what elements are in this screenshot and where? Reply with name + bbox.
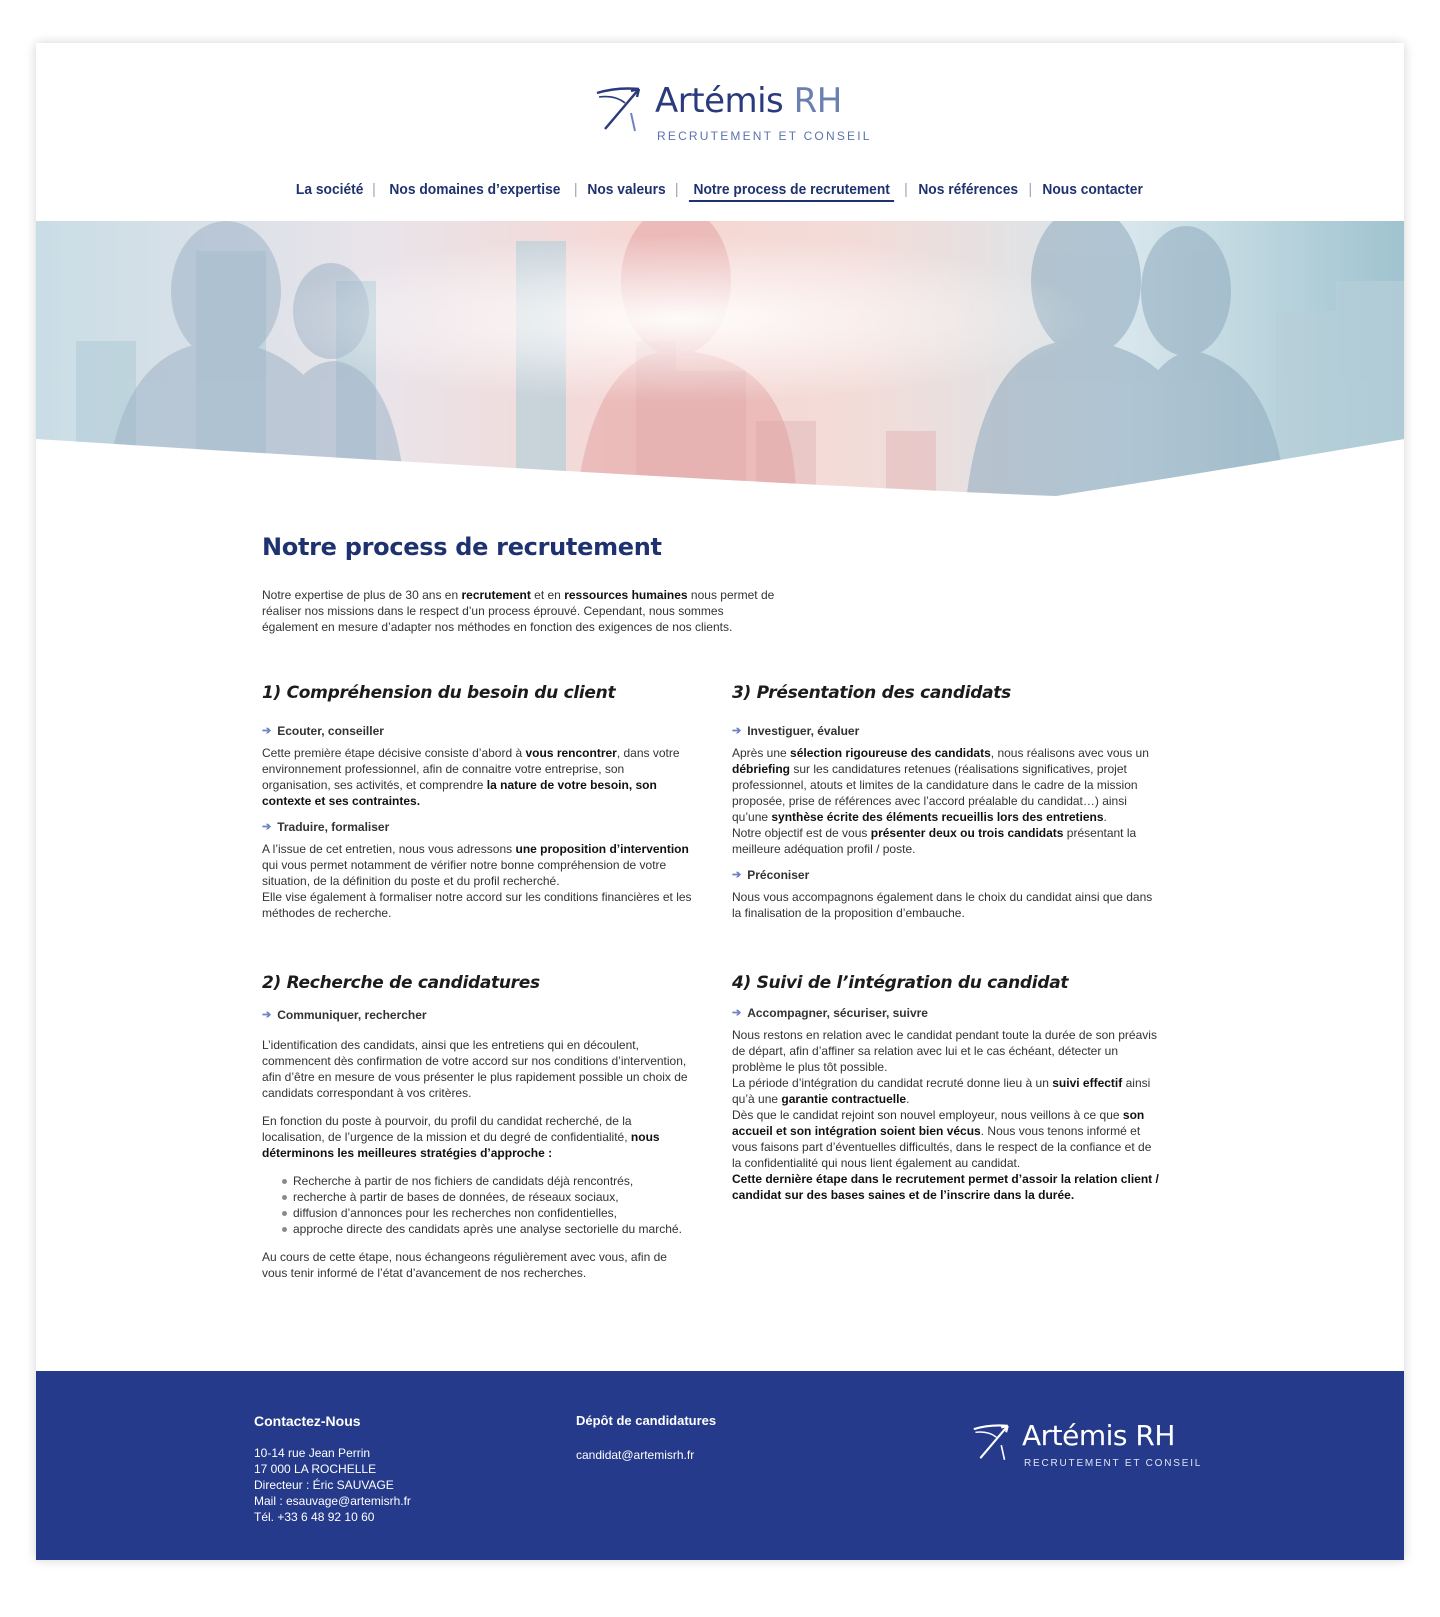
arrow-right-icon: ➔ [262,821,272,833]
section-4-sub-1-label: Accompagner, sécuriser, suivre [747,1006,928,1020]
s4-p2-t3: . [906,1092,910,1106]
list-item: recherche à partir de bases de données, de réseaux sociaux, [282,1189,692,1205]
section-3-para-2 [732,825,1162,857]
section-2-sub-1 [262,1007,692,1023]
section-3-sub-2 [732,867,1162,883]
list-item: approche directe des candidats après une analyse sectorielle du marché. [282,1221,692,1237]
s3-p1-b3: synthèse écrite des éléments recueillis lors des entretiens [771,810,1104,824]
section-2 [262,975,692,1281]
logo-wrap[interactable] [595,81,872,149]
page-title: Notre process de recrutement [262,533,662,561]
s1-p2-t1: A l’issue de cet entretien, nous vous adressons [262,842,516,856]
s3-p1-t6: présentant la meilleure adéquation profil / poste. [732,826,1137,856]
nav-separator: | [573,181,578,198]
list-item: Recherche à partir de nos fichiers de candidats déjà rencontrés, [282,1173,692,1189]
footer-logo-name-rh: RH [1127,1419,1175,1452]
logo-arrow-icon [972,1421,1016,1463]
footer-tel-link[interactable]: Tél. +33 6 48 92 10 60 [254,1510,375,1524]
section-2-para-1: L’identification des candidats, ainsi que les entretiens qui en découlent, commencent dès confirmation de votre accord sur nos conditions d’intervention, afin d’être en mesure de vous présenter le plus rapidement possible un choix de candidats correspondant à vos critères. [262,1038,688,1100]
footer-logo[interactable] [972,1419,1203,1477]
footer-address-2: 17 000 LA ROCHELLE [254,1462,377,1476]
section-3-para-1 [732,745,1162,825]
nav-item-societe[interactable]: La société [295,181,364,198]
s3-p1-t5: Notre objectif est de vous [732,826,871,840]
s1-p2-t2: qui vous permet notamment de vérifier notre bonne compréhension de votre situation, de la définition du poste et du profil recherché. [262,858,667,888]
footer-depot-title: Dépôt de candidatures [576,1413,717,1428]
arrow-right-icon: ➔ [262,725,272,737]
s3-p1-t4: . [1103,810,1107,824]
main-nav [36,181,1404,202]
section-2-title: 2) Recherche de candidatures [262,973,540,993]
section-1-sub-1 [262,723,692,739]
nav-item-references[interactable]: Nos références [918,181,1018,198]
section-2-para-2 [262,1113,692,1161]
section-3-sub-1 [732,723,1162,739]
intro-t1: Notre expertise de plus de 30 ans en [262,588,462,602]
footer-director: Directeur : Éric SAUVAGE [254,1478,394,1492]
section-1-sub-1-label: Ecouter, conseiller [277,724,384,738]
nav-separator: | [674,181,679,198]
hero-banner-image [36,221,1404,501]
s1-p1-b2: la nature de votre besoin, son contexte et ses contraintes. [262,778,657,808]
intro-b2: ressources humaines [564,588,688,602]
arrow-right-icon: ➔ [732,1007,742,1019]
s4-p3-t1: Dès que le candidat rejoint son nouvel employeur, nous veillons à ce que [732,1108,1123,1122]
s1-p2-b1: une proposition d’intervention [515,842,689,856]
s4-p3-b1: son accueil et son intégration soient bien vécus [732,1108,1145,1138]
s1-p1-t1: Cette première étape décisive consiste d’abord à [262,746,526,760]
nav-separator: | [1028,181,1033,198]
section-1-sub-2 [262,819,692,835]
intro-t3: nous permet de réaliser nos missions dans le respect d’un process éprouvé. Cependant, nous sommes également en mesure d’adapter nos méthodes en fonction des exigences de nos clients. [262,588,775,634]
nav-separator: | [371,181,376,198]
footer-logo-name [1022,1419,1175,1452]
logo-name-rh: RH [783,81,842,121]
logo-tagline: RECRUTEMENT ET CONSEIL [657,129,872,143]
intro-t2: et en [530,588,565,602]
section-4-para-2 [732,1075,1162,1107]
section-3-title: 3) Présentation des candidats [732,683,1011,703]
s3-p1-b4: présenter deux ou trois candidats [870,826,1064,840]
page-frame [36,43,1404,1560]
intro-b1: recrutement [461,588,531,602]
s4-p2-t1: La période d’intégration du candidat recruté donne lieu à un [732,1076,1053,1090]
header-logo[interactable] [36,83,1404,154]
logo-name-main: Artémis [655,81,784,121]
s1-p1-t2: , dans votre environnement professionnel, afin de connaitre votre entreprise, son organisation, ses activités, et comprendre [262,746,680,792]
logo-name [655,81,842,121]
logo-arrow-icon [595,83,649,135]
section-1-title: 1) Compréhension du besoin du client [262,683,616,703]
s4-p2-b1: suivi effectif [1052,1076,1123,1090]
section-1-sub-2-label: Traduire, formaliser [277,820,390,834]
s3-p1-t3: sur les candidatures retenues (réalisations significatives, projet professionnel, atouts et limites de la candidature dans le cadre de la mission proposée, prise de références avec l’accord préalable du candidat…) ainsi qu’une [732,762,1138,824]
s3-p1-t1: Après une [732,746,791,760]
section-4 [732,975,1162,1203]
s4-p3-t2: . Nous vous tenons informé et vous faisons part d’éventuelles difficultés, dans le respect de la confiance et de la confidentialité qui nous lient également au candidat. [732,1124,1152,1170]
section-3-para-3: Nous vous accompagnons également dans le choix du candidat ainsi que dans la finalisation de la proposition d’embauche. [732,890,1153,920]
s4-p2-t2: ainsi qu’à une [732,1076,1151,1106]
footer-address-1: 10-14 rue Jean Perrin [254,1446,371,1460]
arrow-right-icon: ➔ [732,869,742,881]
s3-p1-t2: , nous réalisons avec vous un [990,746,1149,760]
section-3-sub-2-label: Préconiser [747,868,810,882]
s1-p1-b1: vous rencontrer [525,746,617,760]
footer-logo-tagline: RECRUTEMENT ET CONSEIL [1024,1458,1203,1469]
strategy-list [282,1173,692,1237]
s4-p4-b: Cette dernière étape dans le recrutement permet d’assoir la relation client / candidat sur des bases saines et de l’inscrire dans la durée. [732,1172,1159,1202]
section-1 [262,685,692,921]
section-4-para-4 [732,1171,1162,1203]
list-item: diffusion d’annonces pour les recherches non confidentielles, [282,1205,692,1221]
footer-candidatures [576,1413,716,1463]
arrow-right-icon: ➔ [262,1009,272,1021]
section-1-para-3: Elle vise également à formaliser notre accord sur les conditions financières et les méthodes de recherche. [262,890,692,920]
section-3-sub-1-label: Investiguer, évaluer [747,724,860,738]
s3-p1-b2: débriefing [732,762,791,776]
nav-item-domaines[interactable]: Nos domaines d’expertise [389,181,561,198]
s3-p1-b1: sélection rigoureuse des candidats [790,746,991,760]
section-4-sub-1 [732,1005,1162,1021]
section-4-para-1: Nous restons en relation avec le candidat pendant toute la durée de son préavis de départ, afin d’affiner sa relation avec lui et le cas échéant, détecter un problème le plus tôt possible. [732,1028,1157,1074]
s2-p2-t1: En fonction du poste à pourvoir, du profil du candidat recherché, de la localisation, de l’urgence de la mission et du degré de confidentialité, [262,1114,632,1144]
nav-item-valeurs[interactable]: Nos valeurs [587,181,666,198]
footer-mail-link[interactable]: Mail : esauvage@artemisrh.fr [254,1494,411,1508]
section-4-title: 4) Suivi de l’intégration du candidat [732,973,1069,993]
footer-logo-name-main: Artémis [1022,1419,1128,1452]
nav-item-process[interactable]: Notre process de recrutement [689,181,895,202]
footer-contact-title: Contactez-Nous [254,1413,361,1429]
nav-separator: | [904,181,908,198]
section-1-para-1 [262,745,692,809]
section-2-sub-1-label: Communiquer, rechercher [277,1008,427,1022]
section-4-para-3 [732,1107,1162,1171]
footer-contact [254,1413,411,1525]
arrow-right-icon: ➔ [732,725,742,737]
site-footer [36,1371,1404,1560]
s2-p2-b1: nous déterminons les meilleures stratégies d’approche : [262,1130,660,1160]
section-1-para-2 [262,841,692,889]
section-2-para-3: Au cours de cette étape, nous échangeons régulièrement avec vous, afin de vous tenir informé de l’état d’avancement de nos recherches. [262,1250,667,1280]
intro-text [262,587,782,635]
section-3 [732,685,1162,921]
s4-p2-b2: garantie contractuelle [781,1092,907,1106]
nav-item-contact[interactable]: Nous contacter [1042,181,1144,198]
footer-depot-email-link[interactable]: candidat@artemisrh.fr [576,1448,695,1462]
